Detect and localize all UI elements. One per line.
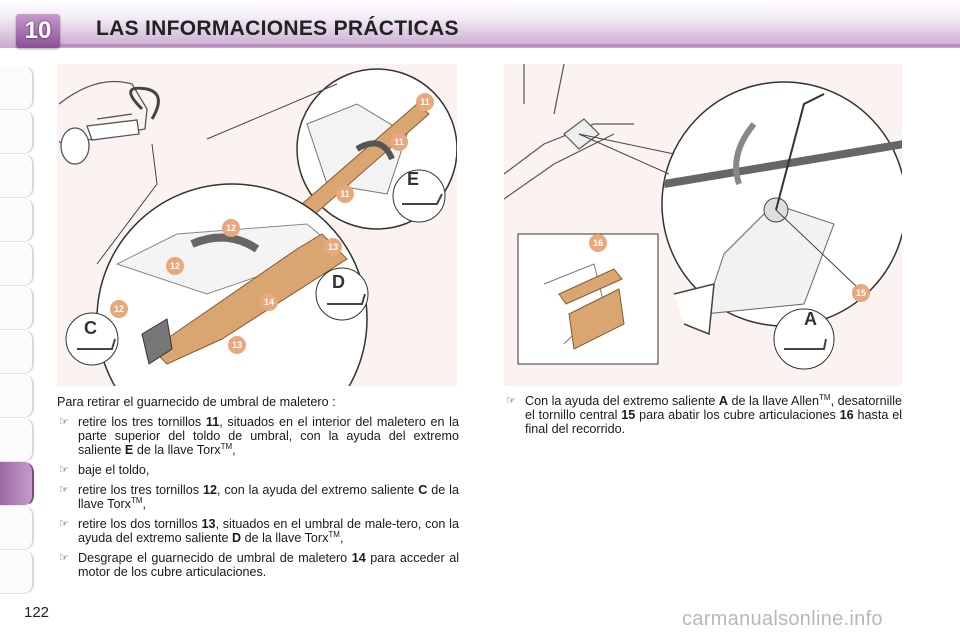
pointing-hand-icon: ☞ bbox=[59, 484, 69, 496]
page-number: 122 bbox=[24, 604, 50, 621]
callout-12 bbox=[222, 219, 240, 237]
step-text: Desgrape el guarnecido de umbral de maletero bbox=[78, 551, 352, 565]
pointing-hand-icon: ☞ bbox=[506, 395, 516, 407]
callout-15 bbox=[852, 284, 870, 302]
instruction-step bbox=[504, 394, 902, 436]
label-C: C bbox=[84, 318, 97, 338]
step-text: retire los tres tornillos bbox=[78, 483, 203, 497]
label-E: E bbox=[407, 169, 420, 189]
step-text: , bbox=[142, 497, 147, 511]
pointing-hand-icon: ☞ bbox=[59, 464, 69, 476]
chapter-tab[interactable] bbox=[0, 110, 34, 154]
pointing-hand-icon: ☞ bbox=[59, 416, 69, 428]
svg-text:11: 11 bbox=[340, 189, 350, 199]
chapter-tab[interactable] bbox=[0, 286, 34, 330]
svg-text:12: 12 bbox=[225, 223, 237, 233]
step-ref: 11 bbox=[205, 415, 220, 429]
watermark: carmanualsonline.info bbox=[682, 608, 883, 630]
illustration-sill-trim-removal bbox=[57, 64, 457, 386]
step-text: de la llave Torx bbox=[78, 483, 459, 511]
svg-text:13: 13 bbox=[327, 242, 339, 252]
svg-text:12: 12 bbox=[169, 261, 181, 271]
callout-13 bbox=[228, 336, 246, 354]
instruction-step bbox=[57, 551, 459, 579]
chapter-tab[interactable] bbox=[0, 374, 34, 418]
label-D: D bbox=[332, 272, 345, 292]
step-text: para abatir los cubre articulaciones bbox=[635, 408, 840, 422]
chapter-tab-active[interactable] bbox=[0, 462, 34, 506]
step-text: Con la ayuda del extremo saliente bbox=[525, 394, 719, 408]
car-outline bbox=[59, 82, 147, 165]
svg-text:12: 12 bbox=[113, 304, 125, 314]
chapter-badge: 10 bbox=[16, 14, 60, 48]
trademark: TM bbox=[328, 529, 340, 539]
step-text: , bbox=[232, 443, 236, 457]
pointing-hand-icon: ☞ bbox=[59, 518, 69, 530]
svg-text:13: 13 bbox=[231, 340, 243, 350]
trademark: TM bbox=[130, 495, 143, 505]
chapter-tab[interactable] bbox=[0, 66, 34, 110]
chapter-tab[interactable] bbox=[0, 242, 34, 286]
label-A: A bbox=[804, 309, 817, 329]
step-ref: 13 bbox=[201, 517, 216, 531]
pointing-hand-icon: ☞ bbox=[59, 552, 69, 564]
callout-13 bbox=[324, 238, 342, 256]
step-ref: E bbox=[124, 443, 134, 457]
step-text: , desatornille el tornillo central bbox=[525, 394, 903, 422]
step-ref: 14 bbox=[351, 551, 366, 565]
callout-11 bbox=[390, 133, 408, 151]
callout-11 bbox=[416, 93, 434, 111]
callout-14 bbox=[260, 293, 278, 311]
callout-12 bbox=[166, 257, 184, 275]
svg-text:11: 11 bbox=[420, 97, 430, 107]
callout-11 bbox=[336, 185, 354, 203]
step-ref: 15 bbox=[621, 408, 636, 422]
cover-hinge-diagram bbox=[504, 64, 902, 386]
svg-text:11: 11 bbox=[394, 137, 404, 147]
intro-text: Para retirar el guarnecido de umbral de maletero : bbox=[57, 395, 336, 409]
step-ref: A bbox=[718, 394, 729, 408]
trademark: TM bbox=[819, 392, 831, 402]
instruction-step bbox=[57, 483, 459, 511]
step-text: retire los dos tornillos bbox=[78, 517, 202, 531]
pointer-arrow bbox=[131, 88, 159, 119]
step-text: , bbox=[339, 531, 344, 545]
chapter-tab[interactable] bbox=[0, 550, 34, 594]
chapter-tabs bbox=[0, 66, 36, 594]
step-ref: C bbox=[418, 483, 428, 497]
chapter-tab[interactable] bbox=[0, 330, 34, 374]
trunk-outline bbox=[504, 64, 634, 199]
callout-12 bbox=[110, 300, 128, 318]
chapter-tab[interactable] bbox=[0, 154, 34, 198]
illustration-cover-hinge bbox=[504, 64, 902, 386]
step-text: , con la ayuda del extremo saliente bbox=[216, 483, 419, 497]
step-text: de la llave Torx bbox=[241, 531, 329, 545]
trademark: TM bbox=[220, 441, 233, 451]
step-text: de la llave Allen bbox=[728, 394, 820, 408]
instructions-right bbox=[504, 394, 902, 442]
sill-trim-diagram bbox=[57, 64, 457, 386]
header-divider bbox=[60, 44, 960, 47]
step-text: retire los tres tornillos bbox=[78, 415, 206, 429]
inset-detail bbox=[518, 234, 658, 364]
step-ref: D bbox=[232, 531, 242, 545]
step-text: para acceder al motor de los cubre articulaciones. bbox=[78, 551, 459, 579]
svg-text:15: 15 bbox=[855, 288, 867, 298]
step-text: de la llave Torx bbox=[133, 443, 221, 457]
step-ref: 12 bbox=[202, 483, 217, 497]
direction-arrow bbox=[674, 284, 714, 334]
svg-text:14: 14 bbox=[263, 297, 275, 307]
callout-16 bbox=[589, 234, 607, 252]
instruction-step bbox=[57, 517, 459, 545]
instructions-left bbox=[57, 395, 459, 585]
svg-text:16: 16 bbox=[592, 238, 604, 248]
instruction-step bbox=[57, 463, 459, 477]
page-title: LAS INFORMACIONES PRÁCTICAS bbox=[96, 17, 459, 40]
step-text: , situados en el interior del maletero en la parte superior del toldo de umbral, con la ayuda del extremo saliente bbox=[78, 415, 459, 457]
step-ref: 16 bbox=[839, 408, 854, 422]
step-text: , situados en el umbral de male-tero, con la ayuda del extremo saliente bbox=[78, 517, 459, 545]
chapter-tab[interactable] bbox=[0, 198, 34, 242]
step-text: baje el toldo, bbox=[78, 463, 150, 477]
chapter-tab[interactable] bbox=[0, 506, 34, 550]
instruction-step bbox=[57, 415, 459, 457]
chapter-tab[interactable] bbox=[0, 418, 34, 462]
step-text: hasta el final del recorrido. bbox=[525, 408, 902, 436]
